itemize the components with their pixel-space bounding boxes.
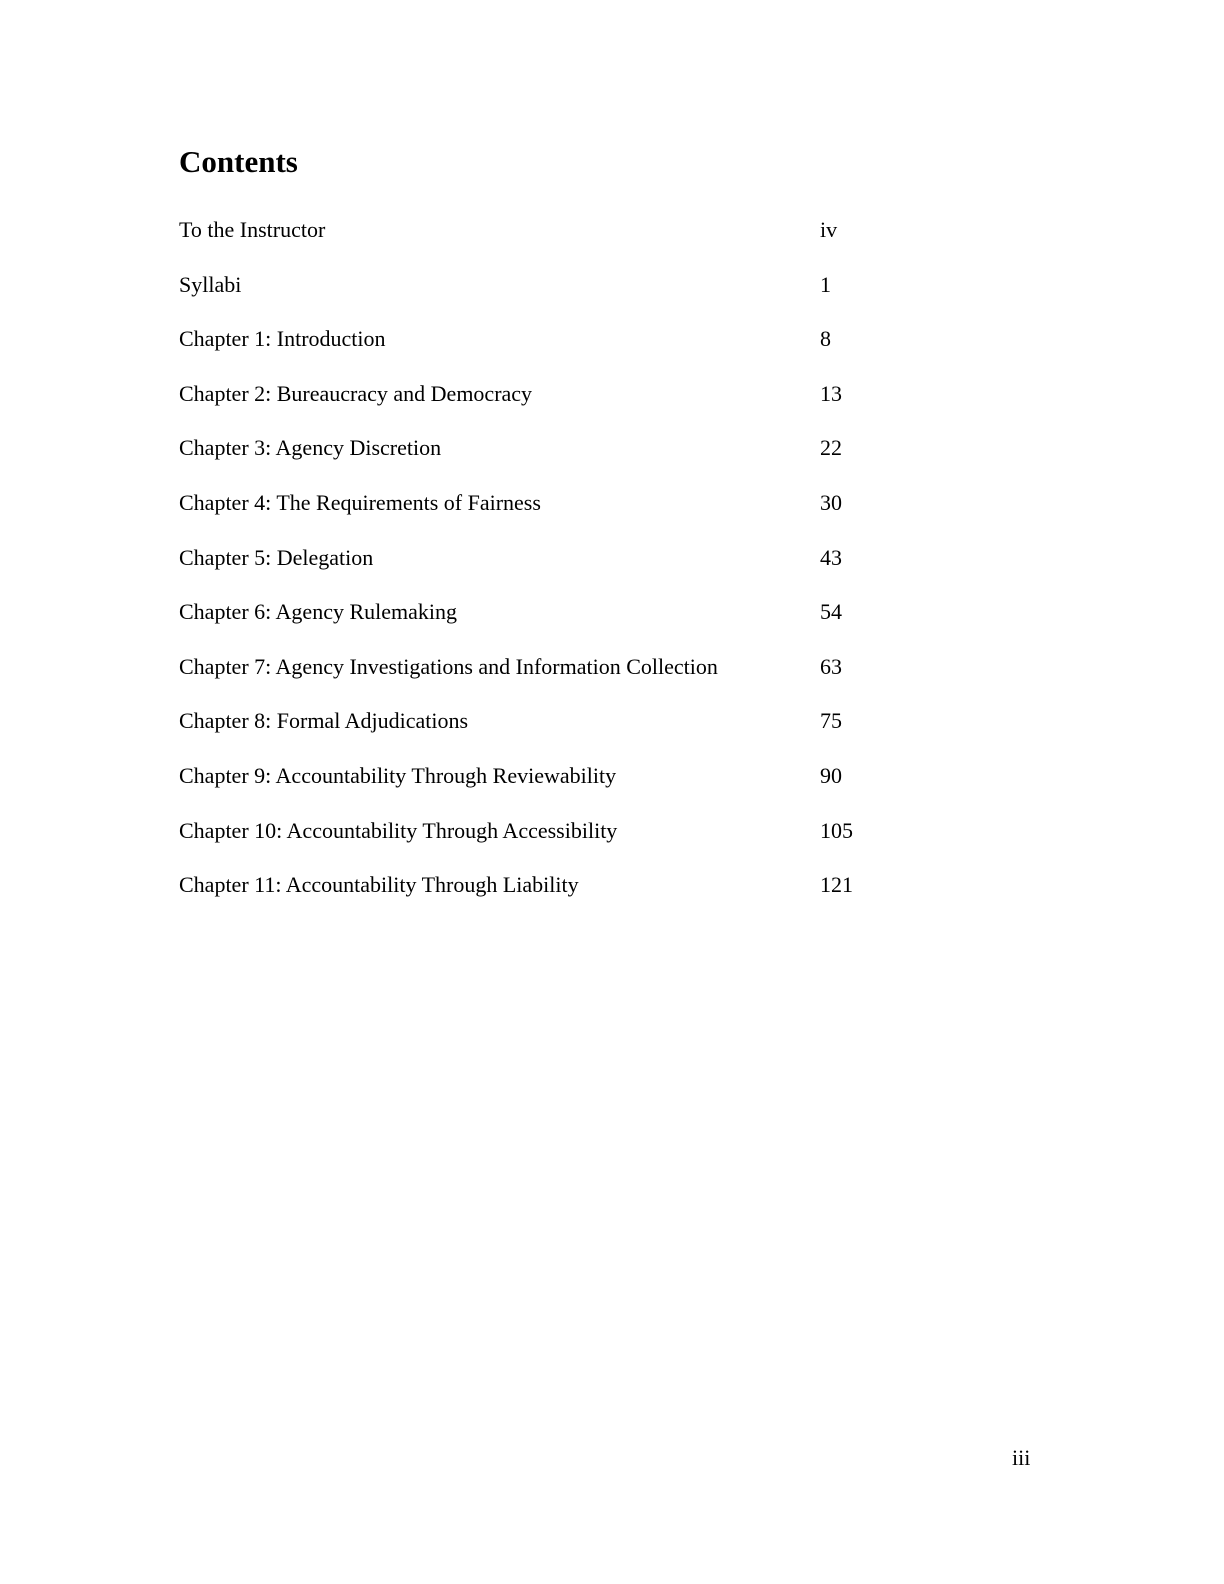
toc-entry xyxy=(179,321,899,376)
toc-entry-title: Syllabi xyxy=(179,271,242,297)
toc-entry-page: 22 xyxy=(820,435,842,461)
toc-entry-title: Chapter 2: Bureaucracy and Democracy xyxy=(179,380,533,406)
toc-entry-title: Chapter 7: Agency Investigations and Information Collection xyxy=(179,653,718,679)
toc-entry-title: Chapter 6: Agency Rulemaking xyxy=(179,599,457,625)
toc-entry-page: 30 xyxy=(820,489,842,515)
toc-entry-page: 1 xyxy=(820,271,831,297)
toc-entry-page: 75 xyxy=(820,708,842,734)
table-of-contents xyxy=(179,212,899,922)
toc-entry-title: Chapter 4: The Requirements of Fairness xyxy=(179,489,541,515)
toc-entry xyxy=(179,703,899,758)
toc-entry-page: 54 xyxy=(820,599,842,625)
toc-entry-title: Chapter 5: Delegation xyxy=(179,544,374,570)
toc-entry xyxy=(179,867,899,922)
toc-entry xyxy=(179,267,899,322)
toc-entry-page: 43 xyxy=(820,544,842,570)
toc-entry xyxy=(179,485,899,540)
toc-entry xyxy=(179,594,899,649)
toc-entry-title: Chapter 10: Accountability Through Accessibility xyxy=(179,817,618,843)
toc-entry xyxy=(179,540,899,595)
page-number: iii xyxy=(1012,1445,1031,1470)
toc-entry xyxy=(179,758,899,813)
toc-entry-page: 105 xyxy=(820,817,853,843)
toc-entry-title: Chapter 11: Accountability Through Liability xyxy=(179,872,579,898)
toc-entry-title: Chapter 1: Introduction xyxy=(179,326,386,352)
toc-entry xyxy=(179,212,899,267)
toc-entry-page: 8 xyxy=(820,326,831,352)
toc-entry xyxy=(179,376,899,431)
toc-entry-page: 90 xyxy=(820,762,842,788)
toc-entry xyxy=(179,649,899,704)
toc-entry-page: 63 xyxy=(820,653,842,679)
toc-entry-title: Chapter 9: Accountability Through Reviewability xyxy=(179,762,617,788)
toc-entry-title: To the Instructor xyxy=(179,217,326,242)
toc-entry-page: 121 xyxy=(820,872,853,898)
page-title: Contents xyxy=(179,144,298,179)
toc-entry-title: Chapter 8: Formal Adjudications xyxy=(179,708,469,734)
toc-entry xyxy=(179,813,899,868)
toc-entry-page: iv xyxy=(820,217,838,242)
toc-entry-page: 13 xyxy=(820,380,842,406)
toc-entry-title: Chapter 3: Agency Discretion xyxy=(179,435,442,461)
toc-entry xyxy=(179,430,899,485)
